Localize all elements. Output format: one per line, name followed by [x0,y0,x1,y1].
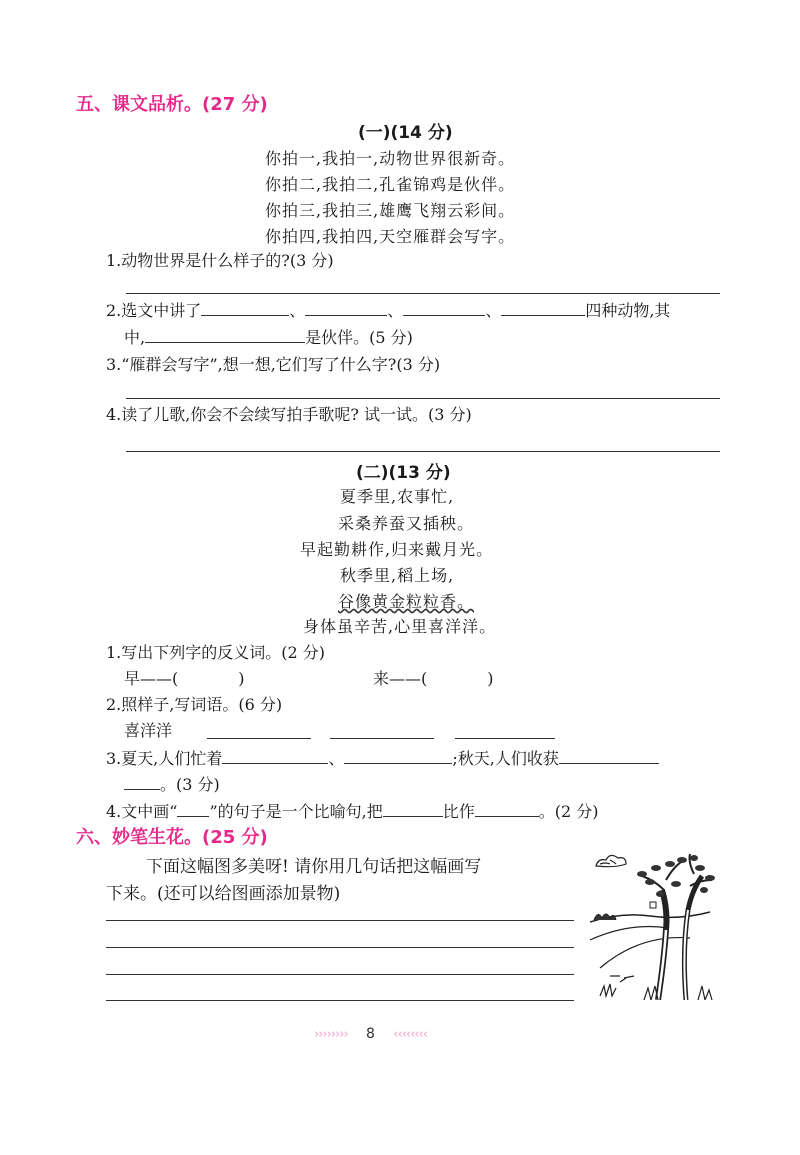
poem-2-line-6: 身体虽辛苦,心里喜洋洋。 [303,617,497,636]
answer-blank[interactable] [124,773,160,790]
answer-blank[interactable] [222,747,328,764]
question-text: 是伙伴。(5 分) [305,328,413,347]
answer-blank[interactable] [207,738,311,739]
part-2-title: (二)(13 分) [356,463,451,483]
section-5-title: 五、课文品析。(27 分) [76,94,268,115]
question-text: 四种动物,其 [585,301,671,320]
question-text: 比作 [442,802,475,821]
writing-line[interactable] [106,974,574,975]
answer-blank[interactable] [403,299,485,316]
separator: 、 [328,749,345,768]
answer-line[interactable] [126,293,720,294]
answer-blank[interactable] [475,800,539,817]
separator: 、 [485,301,502,320]
poem-2-line-1: 夏季里,农事忙, [340,487,455,506]
section-6-title: 六、妙笔生花。(25 分) [76,827,268,848]
page-number: 8 [366,1026,375,1042]
poem-2-line-3: 早起勤耕作,归来戴月光。 [300,540,494,559]
question-text: 3.夏天,人们忙着 [106,749,223,768]
answer-blank[interactable] [559,747,659,764]
part-1-title: (一)(14 分) [358,123,453,143]
question-text: ”的句子是一个比喻句,把 [209,802,383,821]
word-example: 喜洋洋 [124,721,173,740]
answer-blank[interactable] [178,668,238,684]
writing-line[interactable] [106,947,574,948]
part-1-question-3: 3.“雁群会写字”,想一想,它们写了什么字?(3 分) [106,355,441,374]
answer-line[interactable] [126,398,720,399]
answer-blank[interactable] [344,747,452,764]
poem-2-line-4: 秋季里,稻上场, [340,566,455,585]
question-text: 。(2 分) [538,802,599,821]
answer-blank[interactable] [383,800,443,817]
bracket: ) [487,669,494,688]
separator: 、 [289,301,306,320]
footer-arrows-right: ‹‹‹‹‹‹‹‹ [393,1027,428,1042]
answer-blank[interactable] [201,299,289,316]
part-2-question-3-cont [124,772,220,795]
bracket: ) [238,669,245,688]
part-2-question-1: 1.写出下列字的反义词。(2 分) [106,643,326,662]
part-2-question-4 [106,799,599,822]
writing-line[interactable] [106,1000,574,1001]
question-text: 来——( [373,669,428,688]
question-text: 。(3 分) [160,775,220,794]
part-1-question-4: 4.读了儿歌,你会不会续写拍手歌呢? 试一试。(3 分) [106,405,472,424]
answer-blank[interactable] [455,738,555,739]
poem-1-line-2: 你拍二,我拍二,孔雀锦鸡是伙伴。 [265,175,516,194]
part-2-question-2: 2.照样子,写词语。(6 分) [106,695,283,714]
writing-line[interactable] [106,920,574,921]
answer-blank[interactable] [145,326,305,343]
part-1-question-2 [106,298,670,321]
question-text: 2.选文中讲了 [106,301,202,320]
footer-arrows-left: ›››››››› [314,1027,348,1042]
poem-1-line-3: 你拍三,我拍三,雄鹰飞翔云彩间。 [265,201,516,220]
answer-blank[interactable] [427,668,487,684]
separator: 、 [387,301,404,320]
antonym-zao [124,666,245,689]
poem-1-line-1: 你拍一,我拍一,动物世界很新奇。 [265,149,516,168]
part-1-question-1: 1.动物世界是什么样子的?(3 分) [106,251,334,270]
wavy-underline-sample [177,804,209,817]
poem-2-line-5-wavy: 谷像黄金粒粒香。 [338,592,475,611]
page-footer [314,1026,427,1042]
poem-2-line-2: 采桑养蚕又插秧。 [338,514,475,533]
writing-prompt-line-1: 下面这幅图多美呀! 请你用几句话把这幅画写 [146,857,482,877]
answer-line[interactable] [126,451,720,452]
writing-prompt-line-2: 下来。(还可以给图画添加景物) [106,884,341,904]
landscape-illustration [590,850,720,1000]
answer-blank[interactable] [330,738,434,739]
question-text: 中, [124,328,146,347]
part-1-question-2-cont [124,325,413,348]
question-text: 早——( [124,669,179,688]
antonym-lai [373,666,494,689]
question-text: 4.文中画“ [106,802,178,821]
answer-blank[interactable] [305,299,387,316]
part-2-question-3 [106,746,659,769]
answer-blank[interactable] [501,299,585,316]
poem-1-line-4: 你拍四,我拍四,天空雁群会写字。 [265,227,516,246]
question-text: ;秋天,人们收获 [452,749,559,768]
